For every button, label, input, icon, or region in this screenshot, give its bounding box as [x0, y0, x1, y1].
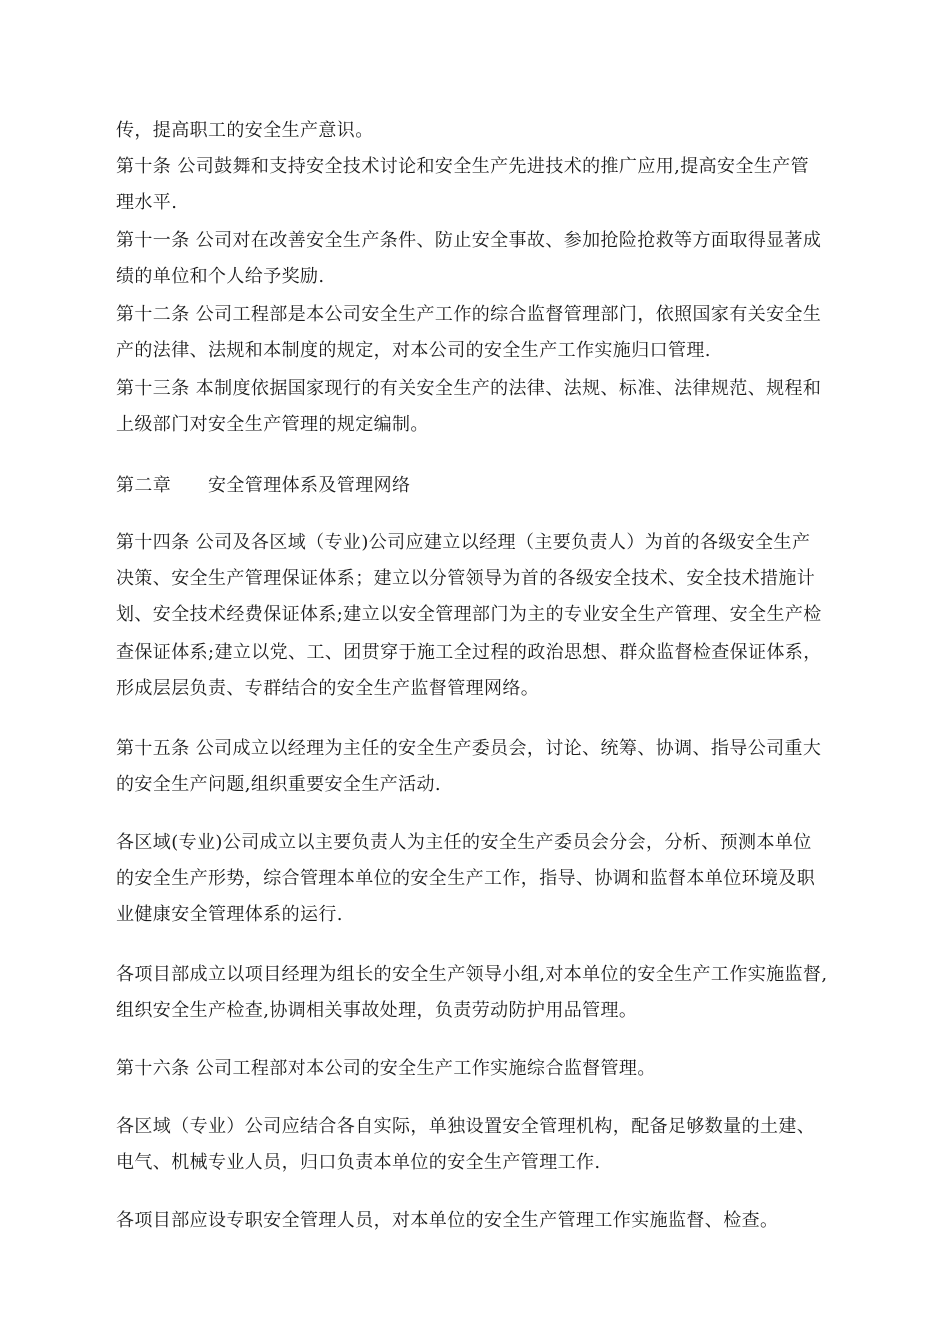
- article-11-line-1: 第十一条 公司对在改善安全生产条件、防止安全事故、参加抢险抢救等方面取得显著成: [116, 230, 822, 251]
- paragraph-line: 的安全生产形势，综合管理本单位的安全生产工作，指导、协调和监督本单位环境及职: [116, 868, 816, 889]
- article-14-line-4: 查保证体系;建立以党、工、团贯穿于施工全过程的政治思想、群众监督检查保证体系，: [116, 642, 822, 663]
- paragraph-line: 组织安全生产检查,协调相关事故处理，负责劳动防护用品管理。: [116, 1000, 638, 1021]
- paragraph-line: 各区域(专业)公司成立以主要负责人为主任的安全生产委员会分会，分析、预测本单位: [116, 832, 812, 853]
- article-10-line-1: 第十条 公司鼓舞和支持安全技术讨论和安全生产先进技术的推广应用,提高安全生产管: [116, 156, 810, 177]
- article-14-line-1: 第十四条 公司及各区域（专业)公司应建立以经理（主要负责人）为首的各级安全生产: [116, 532, 811, 553]
- text-line: 传，提高职工的安全生产意识。: [116, 120, 374, 141]
- article-10-line-2: 理水平.: [116, 192, 178, 213]
- paragraph-line: 各项目部应设专职安全管理人员，对本单位的安全生产管理工作实施监督、检查。: [116, 1210, 779, 1231]
- article-16-line-1: 第十六条 公司工程部对本公司的安全生产工作实施综合监督管理。: [116, 1058, 656, 1079]
- article-13-line-2: 上级部门对安全生产管理的规定编制。: [116, 414, 429, 435]
- paragraph-line: 各项目部成立以项目经理为组长的安全生产领导小组,对本单位的安全生产工作实施监督,: [116, 964, 828, 985]
- article-13-line-1: 第十三条 本制度依据国家现行的有关安全生产的法律、法规、标准、法律规范、规程和: [116, 378, 822, 399]
- paragraph-line: 业健康安全管理体系的运行.: [116, 904, 343, 925]
- article-11-line-2: 绩的单位和个人给予奖励.: [116, 266, 325, 287]
- paragraph-line: 各区域（专业）公司应结合各自实际，单独设置安全管理机构，配备足够数量的土建、: [116, 1116, 816, 1137]
- article-14-line-3: 划、安全技术经费保证体系;建立以安全管理部门为主的专业安全生产管理、安全生产检: [116, 604, 822, 625]
- chapter-heading: 第二章 安全管理体系及管理网络: [116, 475, 411, 496]
- article-14-line-5: 形成层层负责、专群结合的安全生产监督管理网络。: [116, 678, 540, 699]
- article-15-line-2: 的安全生产问题,组织重要安全生产活动.: [116, 774, 442, 795]
- article-12-line-1: 第十二条 公司工程部是本公司安全生产工作的综合监督管理部门，依照国家有关安全生: [116, 304, 822, 325]
- article-14-line-2: 决策、安全生产管理保证体系；建立以分管领导为首的各级安全技术、安全技术措施计: [116, 568, 816, 589]
- paragraph-line: 电气、机械专业人员，归口负责本单位的安全生产管理工作.: [116, 1152, 601, 1173]
- article-12-line-2: 产的法律、法规和本制度的规定，对本公司的安全生产工作实施归口管理.: [116, 340, 711, 361]
- article-15-line-1: 第十五条 公司成立以经理为主任的安全生产委员会，讨论、统筹、协调、指导公司重大: [116, 738, 822, 759]
